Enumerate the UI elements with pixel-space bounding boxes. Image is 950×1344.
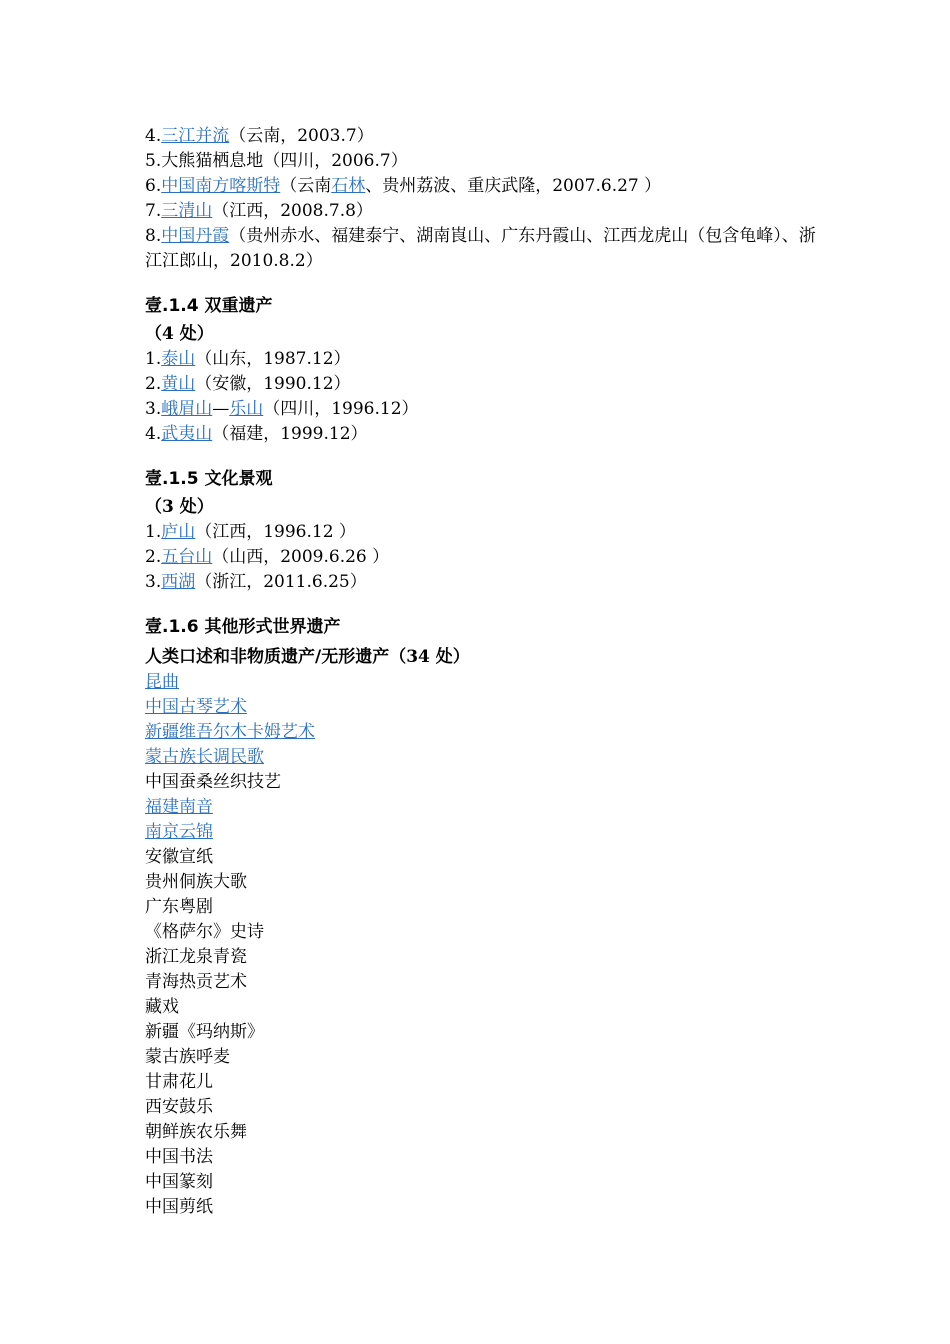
list-item <box>145 1145 825 1170</box>
natural-item-7 <box>145 199 825 224</box>
intangible-heritage-text: 甘肃花儿 <box>145 1072 213 1092</box>
item-number: 1. <box>145 349 162 369</box>
list-item <box>145 870 825 895</box>
intangible-heritage-subheading: 人类口述和非物质遗产/无形遗产（34 处） <box>145 647 470 667</box>
list-item <box>145 970 825 995</box>
intangible-heritage-text: 蒙古族呼麦 <box>145 1047 230 1067</box>
item-detail: （江西，1996.12 ） <box>195 522 356 542</box>
item-detail: （山西，2009.6.26 ） <box>212 547 390 567</box>
item-detail: （浙江，2011.6.25） <box>195 572 367 592</box>
intangible-heritage-text: 新疆《玛纳斯》 <box>145 1022 264 1042</box>
list-item <box>145 695 825 720</box>
item-detail: （江西，2008.7.8） <box>212 201 373 221</box>
link-lushan[interactable]: 庐山 <box>161 522 196 542</box>
natural-item-5 <box>145 149 825 174</box>
list-item <box>145 1170 825 1195</box>
section-heading-cultural-landscape: 壹.1.5 文化景观 <box>145 469 273 489</box>
item-detail: （四川，1996.12） <box>263 399 419 419</box>
item-separator: — <box>212 399 230 419</box>
intangible-heritage-text: 广东粤剧 <box>145 897 213 917</box>
intangible-heritage-link[interactable]: 昆曲 <box>145 672 179 692</box>
item-detail: （贵州赤水、福建泰宁、湖南崀山、广东丹霞山、江西龙虎山（包含龟峰）、浙江江郎山，2010.8.2） <box>145 226 816 271</box>
intangible-heritage-text: 青海热贡艺术 <box>145 972 247 992</box>
item-number: 3. <box>145 399 162 419</box>
item-number: 4. <box>145 424 162 444</box>
link-leshan[interactable]: 乐山 <box>229 399 264 419</box>
section-heading-other-heritage: 壹.1.6 其他形式世界遗产 <box>145 617 341 637</box>
link-south-china-karst[interactable]: 中国南方喀斯特 <box>161 176 281 196</box>
list-item <box>145 1045 825 1070</box>
list-item <box>145 945 825 970</box>
intangible-heritage-text: 中国剪纸 <box>145 1197 213 1217</box>
item-number: 6. <box>145 176 162 196</box>
item-detail: 、贵州荔波、重庆武隆，2007.6.27 ） <box>365 176 662 196</box>
natural-item-8 <box>145 224 825 274</box>
intangible-heritage-text: 中国书法 <box>145 1147 213 1167</box>
intangible-heritage-text: 中国篆刻 <box>145 1172 213 1192</box>
list-item <box>145 720 825 745</box>
intangible-heritage-link[interactable]: 中国古琴艺术 <box>145 697 247 717</box>
section-heading-mixed-heritage: 壹.1.4 双重遗产 <box>145 296 273 316</box>
list-item <box>145 920 825 945</box>
intangible-heritage-list <box>145 670 825 1220</box>
landscape-item-1 <box>145 520 825 545</box>
link-shilin[interactable]: 石林 <box>331 176 366 196</box>
list-item <box>145 895 825 920</box>
item-number: 1. <box>145 522 162 542</box>
list-item <box>145 795 825 820</box>
item-number: 8. <box>145 226 162 246</box>
item-number: 2. <box>145 374 162 394</box>
intangible-heritage-text: 中国蚕桑丝织技艺 <box>145 772 281 792</box>
intangible-heritage-text: 贵州侗族大歌 <box>145 872 247 892</box>
mixed-item-4 <box>145 422 825 447</box>
list-item <box>145 1195 825 1220</box>
item-detail: （云南，2003.7） <box>229 126 374 146</box>
link-wutaishan[interactable]: 五台山 <box>161 547 213 567</box>
item-number: 7. <box>145 201 162 221</box>
section-count: （3 处） <box>145 497 214 517</box>
link-emeishan[interactable]: 峨眉山 <box>161 399 213 419</box>
list-item <box>145 1120 825 1145</box>
intangible-heritage-text: 朝鲜族农乐舞 <box>145 1122 247 1142</box>
item-detail: （云南 <box>280 176 332 196</box>
item-number: 2. <box>145 547 162 567</box>
intangible-heritage-text: 安徽宣纸 <box>145 847 213 867</box>
link-taishan[interactable]: 泰山 <box>161 349 196 369</box>
item-number: 3. <box>145 572 162 592</box>
item-number: 4. <box>145 126 162 146</box>
intangible-heritage-text: 藏戏 <box>145 997 179 1017</box>
link-huangshan[interactable]: 黄山 <box>161 374 196 394</box>
list-item <box>145 1070 825 1095</box>
intangible-heritage-link[interactable]: 福建南音 <box>145 797 213 817</box>
link-xihu[interactable]: 西湖 <box>161 572 196 592</box>
list-item <box>145 745 825 770</box>
list-item <box>145 820 825 845</box>
link-china-danxia[interactable]: 中国丹霞 <box>161 226 230 246</box>
link-sanjiang-bingliu[interactable]: 三江并流 <box>161 126 230 146</box>
list-item <box>145 770 825 795</box>
item-detail: （山东，1987.12） <box>195 349 351 369</box>
natural-item-6 <box>145 174 825 199</box>
item-text: 5.大熊猫栖息地（四川，2006.7） <box>145 151 408 171</box>
intangible-heritage-link[interactable]: 南京云锦 <box>145 822 213 842</box>
intangible-heritage-text: 《格萨尔》史诗 <box>145 922 264 942</box>
item-detail: （福建，1999.12） <box>212 424 368 444</box>
link-wuyishan[interactable]: 武夷山 <box>161 424 213 444</box>
mixed-item-2 <box>145 372 825 397</box>
intangible-heritage-link[interactable]: 新疆维吾尔木卡姆艺术 <box>145 722 315 742</box>
landscape-item-3 <box>145 570 825 595</box>
list-item <box>145 1020 825 1045</box>
intangible-heritage-text: 西安鼓乐 <box>145 1097 213 1117</box>
item-detail: （安徽，1990.12） <box>195 374 351 394</box>
mixed-item-1 <box>145 347 825 372</box>
document-body <box>145 124 825 1220</box>
landscape-item-2 <box>145 545 825 570</box>
intangible-heritage-link[interactable]: 蒙古族长调民歌 <box>145 747 264 767</box>
section-count: （4 处） <box>145 324 214 344</box>
list-item <box>145 1095 825 1120</box>
list-item <box>145 670 825 695</box>
mixed-item-3 <box>145 397 825 422</box>
natural-item-4 <box>145 124 825 149</box>
link-sanqingshan[interactable]: 三清山 <box>161 201 213 221</box>
list-item <box>145 995 825 1020</box>
intangible-heritage-text: 浙江龙泉青瓷 <box>145 947 247 967</box>
list-item <box>145 845 825 870</box>
